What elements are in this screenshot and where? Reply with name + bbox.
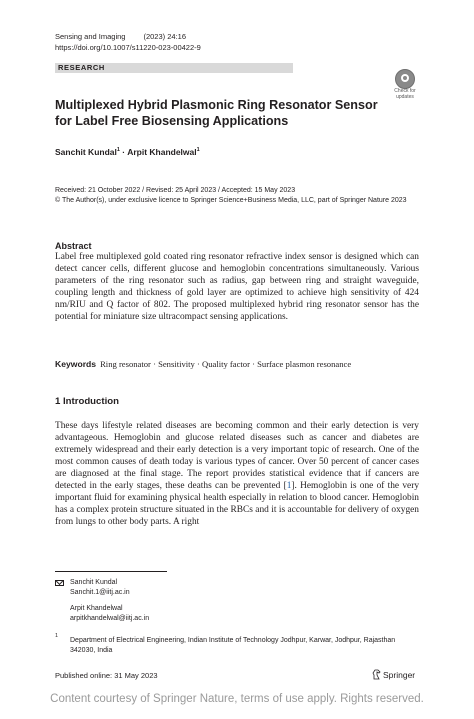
section-heading: 1 Introduction: [55, 396, 119, 407]
courtesy-watermark: Content courtesy of Springer Nature, terms of use apply. Rights reserved.: [50, 693, 424, 705]
contact-name: Arpit Khandelwal: [70, 605, 123, 612]
author-list: [55, 147, 200, 157]
affiliation-number: 1: [55, 633, 59, 639]
author-affiliation-mark: 1: [116, 147, 120, 154]
contact-email[interactable]: Sanchit.1@iitj.ac.in: [70, 588, 130, 596]
affiliation-text: Department of Electrical Engineering, Indian Institute of Technology Jodhpur, Karwar, Jodhpur, Rajasthan 342030, India: [70, 637, 396, 654]
keywords: [55, 358, 425, 370]
introduction-text: [55, 420, 419, 528]
journal-volume: (2023) 24:16: [143, 32, 187, 41]
contact-name: Sanchit Kundal: [70, 579, 118, 586]
check-for-updates-icon: [395, 69, 415, 89]
publisher-logo: [372, 669, 415, 680]
author-affiliation-mark: 1: [196, 147, 200, 154]
corresponding-contacts: [70, 578, 149, 623]
journal-header: [55, 32, 201, 53]
badge-line1: Check for: [394, 88, 416, 94]
citation-link[interactable]: 1: [286, 481, 292, 491]
springer-horse-icon: [372, 669, 381, 680]
keywords-label: Keywords: [55, 359, 97, 369]
contact-email[interactable]: arpitkhandelwal@iitj.ac.in: [70, 614, 150, 622]
badge-line2: updates: [396, 94, 414, 100]
doi-link[interactable]: https://doi.org/10.1007/s11220-023-00422-9: [55, 42, 201, 52]
published-date: Published online: 31 May 2023: [55, 671, 158, 680]
intro-text-part2: ]. Hemoglobin is one of the very important fluid for examining physical health especially in relation to blood cancer. Hemoglobin has a complex protein structure situated in the RBCs and it is accountable for delivery of oxygen from lungs to other body parts. A right: [55, 481, 420, 527]
footnote-rule: [55, 571, 167, 572]
abstract-text: Label free multiplexed gold coated ring resonator refractive index sensor is designed which can detect cancer cells, different glucose and hemoglobin concentrations simultaneously. Various parameters of the ring resonator such as radius, gap between ring and straight waveguide, coupling length and thickness of gold layer are optimized to achieve high sensitivity of 424 nm/RIU and Q factor of 802. The proposed multiplexed hybrid ring resonator sensor has the potential for miniature size ultracompact sensing applications.: [55, 252, 419, 322]
keywords-text: Ring resonator · Sensitivity · Quality factor · Surface plasmon resonance: [100, 359, 352, 369]
article-type-bar: RESEARCH: [55, 63, 293, 73]
author-name[interactable]: Sanchit Kundal: [55, 147, 117, 157]
abstract-heading: Abstract: [55, 241, 92, 251]
author-separator: ·: [119, 147, 128, 157]
envelope-icon: [55, 580, 64, 586]
article-title: Multiplexed Hybrid Plasmonic Ring Resonator Sensor for Label Free Biosensing Applications: [55, 98, 378, 128]
publisher-name: Springer: [383, 670, 416, 680]
copyright-notice: © The Author(s), under exclusive licence to Springer Science+Business Media, LLC, part of Springer Nature 2023: [55, 197, 407, 205]
journal-name: Sensing and Imaging: [55, 32, 126, 41]
intro-text-part1: These days lifestyle related diseases are becoming common and their early detection is very advantageous. Hemoglobin and glucose related diseases such as cancer and diabetes are extremely widespread and their early detection is a very important topic of research. One of the most common causes of death today is various types of cancer. Over 50 percent of cancer cases are diagnosed at the final stage. The report provides statistical evidence that if cancers are detected in the early stages, these deaths can be prevented [: [55, 421, 419, 491]
history-dates: Received: 21 October 2022 / Revised: 25 April 2023 / Accepted: 15 May 2023: [55, 187, 296, 194]
author-name[interactable]: Arpit Khandelwal: [127, 147, 197, 157]
check-for-updates-badge[interactable]: [388, 69, 422, 103]
article-history: [55, 186, 425, 206]
